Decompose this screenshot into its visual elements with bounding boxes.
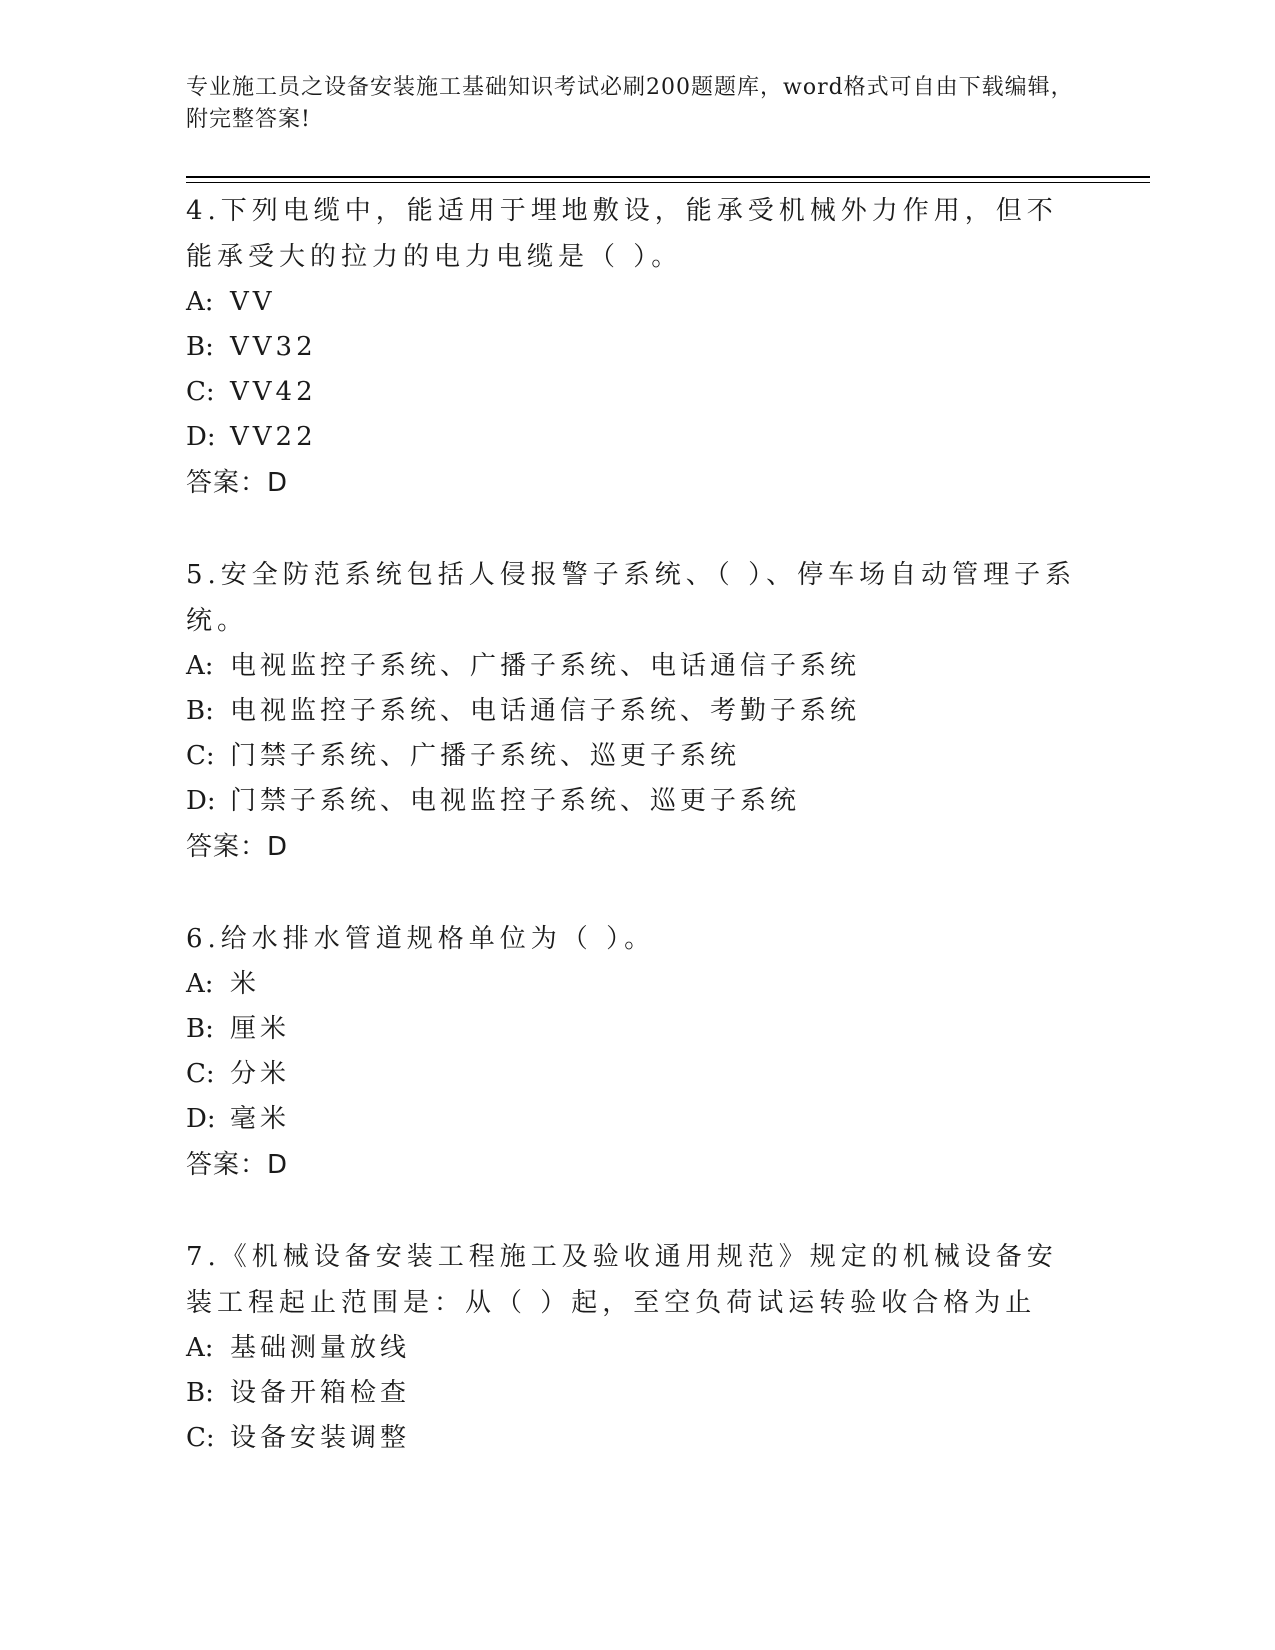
answer-line: 答案：D — [186, 1150, 289, 1180]
answer-line: 答案：D — [186, 468, 289, 498]
question-5 — [186, 552, 1086, 870]
option-text: 毫米 — [230, 1104, 291, 1134]
option-a — [186, 280, 1086, 325]
option-b — [186, 1007, 1086, 1052]
option-b — [186, 1371, 1086, 1416]
option-text: VV22 — [230, 422, 317, 452]
option-text: VV32 — [230, 332, 317, 362]
option-text: 设备安装调整 — [230, 1423, 411, 1453]
option-d — [186, 779, 1086, 824]
option-key: D: — [186, 786, 216, 816]
option-c — [186, 370, 1086, 415]
question-6 — [186, 916, 1086, 1188]
option-d — [186, 1097, 1086, 1142]
option-text: 设备开箱检查 — [230, 1378, 411, 1408]
option-key: B: — [186, 1378, 214, 1408]
option-key: C: — [186, 1423, 215, 1453]
option-key: A: — [186, 1333, 214, 1363]
option-key: B: — [186, 1014, 214, 1044]
question-text: 6.给水排水管道规格单位为（ ）。 — [186, 924, 656, 954]
question-list — [186, 188, 1086, 1507]
option-c — [186, 1052, 1086, 1097]
option-text: 电视监控子系统、电话通信子系统、考勤子系统 — [230, 696, 861, 726]
option-text: 电视监控子系统、广播子系统、电话通信子系统 — [230, 651, 861, 681]
option-a — [186, 1326, 1086, 1371]
option-b — [186, 689, 1086, 734]
option-key: A: — [186, 287, 214, 317]
option-key: C: — [186, 377, 215, 407]
header-divider-thick — [186, 176, 1150, 178]
option-a — [186, 962, 1086, 1007]
option-text: 厘米 — [230, 1014, 291, 1044]
option-key: B: — [186, 332, 214, 362]
option-key: A: — [186, 651, 214, 681]
option-text: 米 — [230, 969, 261, 999]
option-text: 分米 — [230, 1059, 291, 1089]
option-c — [186, 1416, 1086, 1461]
option-key: D: — [186, 422, 216, 452]
header-divider-thin — [186, 182, 1150, 183]
option-text: VV42 — [230, 377, 317, 407]
document-header: 专业施工员之设备安装施工基础知识考试必刷200题题库，word格式可自由下载编辑，附完整答案! — [186, 75, 1074, 132]
option-text: 基础测量放线 — [230, 1333, 411, 1363]
option-key: A: — [186, 969, 214, 999]
answer-line: 答案：D — [186, 832, 289, 862]
option-text: 门禁子系统、广播子系统、巡更子系统 — [230, 741, 741, 771]
option-text: VV — [230, 287, 276, 317]
option-key: C: — [186, 1059, 215, 1089]
question-7 — [186, 1234, 1086, 1461]
option-a — [186, 644, 1086, 689]
option-c — [186, 734, 1086, 779]
question-text: 7.《机械设备安装工程施工及验收通用规范》规定的机械设备安装工程起止范围是：从（ ）起，至空负荷试运转验收合格为止 — [186, 1242, 1058, 1318]
question-4 — [186, 188, 1086, 506]
option-key: D: — [186, 1104, 216, 1134]
option-d — [186, 415, 1086, 460]
option-key: B: — [186, 696, 214, 726]
option-b — [186, 325, 1086, 370]
option-key: C: — [186, 741, 215, 771]
question-text: 4.下列电缆中，能适用于埋地敷设，能承受机械外力作用，但不能承受大的拉力的电力电缆是（ ）。 — [186, 196, 1058, 272]
option-text: 门禁子系统、电视监控子系统、巡更子系统 — [230, 786, 801, 816]
question-text: 5.安全防范系统包括人侵报警子系统、（ ）、停车场自动管理子系统。 — [186, 560, 1077, 636]
